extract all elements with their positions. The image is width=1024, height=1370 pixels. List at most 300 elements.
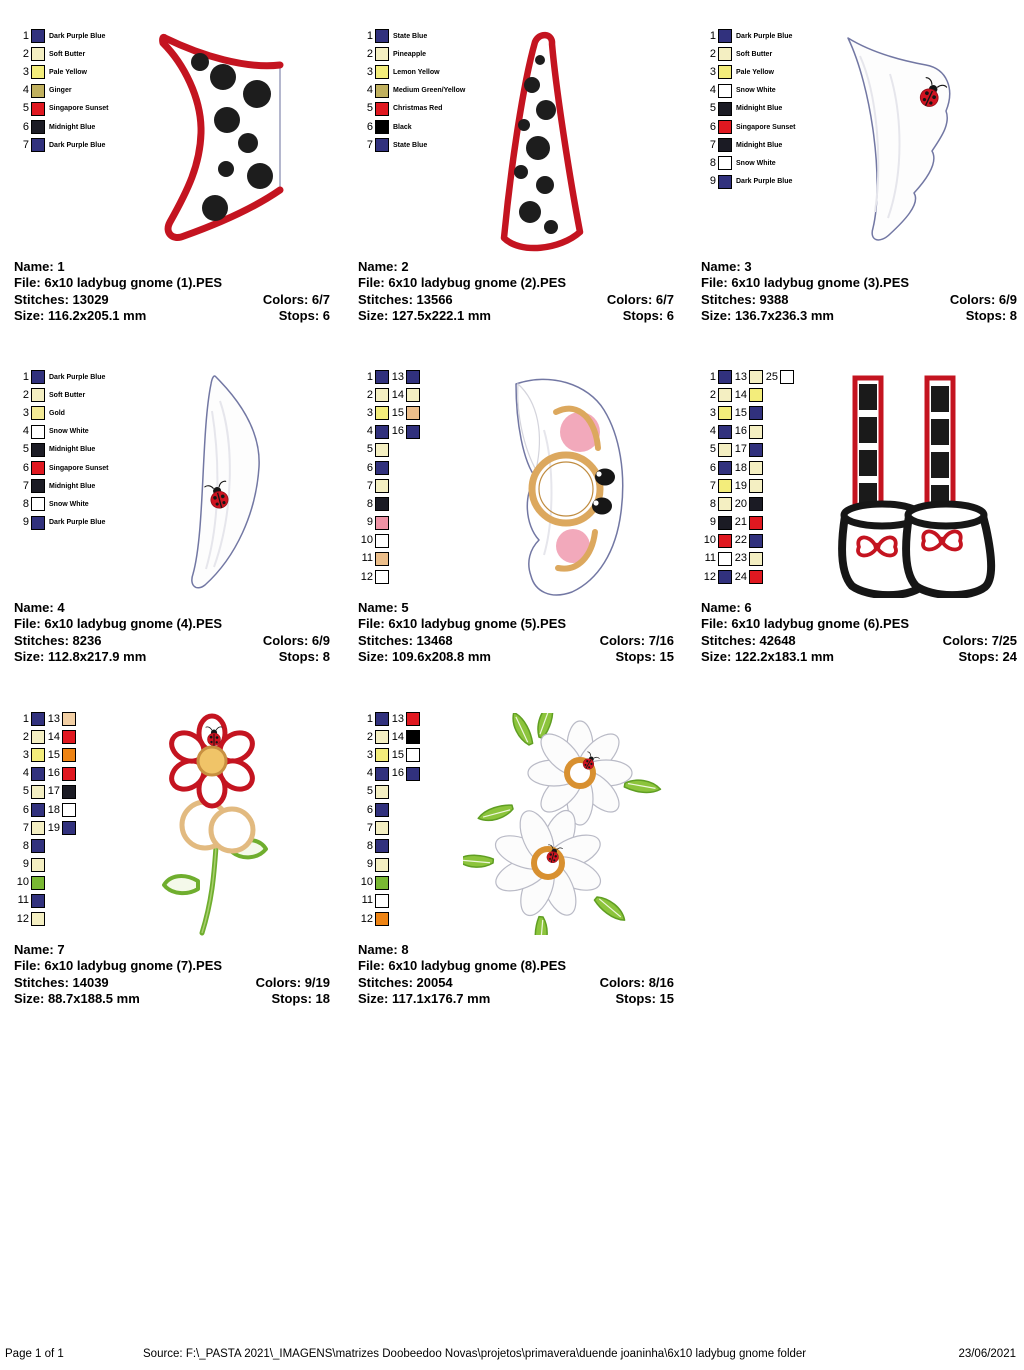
thread-swatch — [31, 479, 45, 493]
thread-number: 2 — [366, 730, 373, 743]
thread-swatch — [406, 712, 420, 726]
thread-swatch — [375, 785, 389, 799]
thread-color-row — [732, 404, 763, 422]
thread-color-row — [14, 82, 109, 100]
thread-swatch — [718, 102, 732, 116]
thread-legend-3 — [701, 27, 796, 191]
thread-swatch — [375, 712, 389, 726]
thread-color-row — [14, 404, 109, 422]
thread-swatch — [406, 748, 420, 762]
thread-number: 15 — [734, 406, 747, 419]
design-8-thumbnail — [463, 713, 663, 940]
design-6-info — [701, 600, 1017, 666]
design-colors: Colors: 8/16 — [599, 974, 674, 990]
thread-swatch — [31, 730, 45, 744]
design-stops: Stops: 18 — [271, 991, 330, 1007]
thread-legend-7 — [14, 710, 76, 928]
thread-number: 5 — [709, 443, 716, 456]
thread-number: 7 — [709, 138, 716, 151]
thread-swatch — [31, 461, 45, 475]
thread-swatch — [375, 516, 389, 530]
thread-swatch — [31, 497, 45, 511]
thread-swatch — [718, 84, 732, 98]
design-size: Size: 127.5x222.1 mm — [358, 308, 491, 324]
thread-swatch — [31, 388, 45, 402]
thread-color-row — [701, 45, 796, 63]
design-2-thumbnail — [480, 30, 625, 261]
design-stops: Stops: 8 — [278, 649, 330, 665]
design-2-info — [358, 259, 674, 325]
thread-number: 5 — [366, 102, 373, 115]
thread-color-row — [732, 386, 763, 404]
thread-swatch — [62, 803, 76, 817]
design-file: File: 6x10 ladybug gnome (6).PES — [701, 616, 910, 632]
flower-gnome-graphic — [136, 713, 291, 939]
thread-swatch — [375, 479, 389, 493]
design-stitches: Stitches: 14039 — [14, 974, 109, 990]
design-5-thumbnail — [480, 370, 675, 603]
thread-color-column — [701, 27, 796, 191]
thread-color-row — [701, 27, 796, 45]
thread-number: 1 — [22, 370, 29, 383]
design-file: File: 6x10 ladybug gnome (7).PES — [14, 958, 223, 974]
thread-number: 11 — [17, 894, 29, 907]
design-stitches: Stitches: 42648 — [701, 632, 796, 648]
thread-color-row — [701, 118, 796, 136]
thread-swatch — [31, 876, 45, 890]
design-stops: Stops: 15 — [615, 649, 674, 665]
leaf-icon — [593, 893, 628, 925]
design-card-7 — [14, 710, 346, 1045]
thread-color-row — [14, 837, 45, 855]
thread-color-row — [389, 728, 420, 746]
design-size: Size: 88.7x188.5 mm — [14, 991, 140, 1007]
thread-color-row — [732, 441, 763, 459]
thread-number: 11 — [704, 552, 716, 565]
thread-color-row — [732, 495, 763, 513]
thread-color-row — [732, 568, 763, 586]
thread-swatch — [749, 388, 763, 402]
thread-color-row — [701, 495, 732, 513]
leaf-icon — [509, 713, 535, 747]
thread-name: Snow White — [736, 87, 776, 95]
thread-swatch — [375, 65, 389, 79]
thread-color-row — [358, 477, 389, 495]
thread-color-row — [701, 550, 732, 568]
thread-color-row — [732, 368, 763, 386]
thread-swatch — [375, 388, 389, 402]
thread-color-row — [14, 386, 109, 404]
thread-swatch — [718, 175, 732, 189]
design-size: Size: 109.6x208.8 mm — [358, 649, 491, 665]
thread-color-row — [358, 136, 465, 154]
thread-swatch — [718, 497, 732, 511]
thread-swatch — [718, 120, 732, 134]
thread-swatch — [375, 534, 389, 548]
thread-number: 5 — [709, 102, 716, 115]
thread-number: 7 — [366, 138, 373, 151]
thread-number: 6 — [22, 461, 29, 474]
thread-number: 16 — [47, 767, 60, 780]
thread-color-column — [358, 710, 389, 928]
design-3-thumbnail — [828, 32, 968, 255]
thread-swatch — [406, 730, 420, 744]
thread-legend-5 — [358, 368, 420, 586]
thread-swatch — [375, 570, 389, 584]
thread-number: 16 — [734, 425, 747, 438]
thread-number: 8 — [709, 156, 716, 169]
thread-swatch — [375, 748, 389, 762]
thread-color-row — [14, 100, 109, 118]
design-card-1 — [14, 27, 346, 362]
thread-number: 4 — [709, 84, 716, 97]
thread-number: 1 — [366, 29, 373, 42]
design-size: Size: 122.2x183.1 mm — [701, 649, 834, 665]
thread-name: Soft Butter — [736, 50, 773, 58]
thread-name: Midnight Blue — [49, 123, 96, 131]
thread-number: 9 — [22, 516, 29, 529]
thread-color-row — [358, 801, 389, 819]
thread-number: 6 — [709, 461, 716, 474]
thread-number: 6 — [709, 120, 716, 133]
thread-name: Midnight Blue — [736, 141, 783, 149]
thread-name: Dark Purple Blue — [49, 141, 106, 149]
thread-swatch — [31, 748, 45, 762]
thread-number: 4 — [22, 767, 29, 780]
thread-number: 1 — [709, 370, 716, 383]
design-colors: Colors: 6/9 — [949, 291, 1017, 307]
thread-swatch — [31, 29, 45, 43]
thread-number: 9 — [366, 516, 373, 529]
thread-swatch — [749, 516, 763, 530]
thread-number: 4 — [366, 767, 373, 780]
thread-number: 7 — [22, 479, 29, 492]
hat-piece-graphic — [150, 30, 300, 248]
thread-number: 3 — [709, 406, 716, 419]
thread-color-row — [389, 765, 420, 783]
thread-number: 24 — [734, 570, 747, 583]
thread-number: 9 — [366, 858, 373, 871]
thread-name: Lemon Yellow — [393, 68, 440, 76]
thread-color-column — [763, 368, 794, 386]
thread-swatch — [375, 552, 389, 566]
thread-swatch — [718, 138, 732, 152]
thread-color-row — [14, 27, 109, 45]
thread-number: 3 — [709, 65, 716, 78]
thread-name: Pineapple — [393, 50, 427, 58]
thread-color-row — [358, 100, 465, 118]
thread-name: Ginger — [49, 87, 72, 95]
thread-color-row — [732, 532, 763, 550]
thread-color-row — [14, 819, 45, 837]
thread-color-row — [358, 404, 389, 422]
thread-swatch — [31, 858, 45, 872]
daisy-a — [528, 721, 632, 825]
thread-swatch — [718, 29, 732, 43]
thread-swatch — [718, 516, 732, 530]
thread-swatch — [375, 497, 389, 511]
design-name: Name: 6 — [701, 600, 752, 615]
thread-number: 13 — [391, 370, 404, 383]
thread-name: Dark Purple Blue — [49, 32, 106, 40]
design-6-thumbnail — [815, 370, 1010, 603]
thread-number: 3 — [22, 748, 29, 761]
thread-color-row — [14, 45, 109, 63]
thread-color-row — [358, 819, 389, 837]
thread-color-column — [14, 710, 45, 928]
thread-number: 1 — [22, 29, 29, 42]
leaf-icon — [534, 916, 549, 935]
thread-swatch — [375, 138, 389, 152]
design-stops: Stops: 6 — [622, 308, 674, 324]
design-stops: Stops: 8 — [965, 308, 1017, 324]
design-colors: Colors: 6/7 — [606, 291, 674, 307]
thread-color-row — [701, 514, 732, 532]
thread-swatch — [718, 370, 732, 384]
thread-swatch — [31, 516, 45, 530]
thread-number: 19 — [47, 821, 60, 834]
thread-color-row — [358, 910, 389, 928]
thread-color-row — [701, 532, 732, 550]
thread-number: 8 — [22, 839, 29, 852]
thread-number: 2 — [22, 388, 29, 401]
design-3-info — [701, 259, 1017, 325]
thread-swatch — [718, 534, 732, 548]
thread-swatch — [375, 912, 389, 926]
thread-swatch — [375, 120, 389, 134]
thread-number: 8 — [709, 497, 716, 510]
thread-color-row — [358, 495, 389, 513]
thread-swatch — [406, 425, 420, 439]
thread-legend-8 — [358, 710, 420, 928]
design-card-5 — [358, 368, 690, 703]
leaf-icon — [477, 803, 515, 824]
thread-color-row — [14, 728, 45, 746]
gnome-face-graphic — [480, 370, 675, 598]
thread-swatch — [31, 821, 45, 835]
beard-piece-graphic — [828, 32, 968, 250]
thread-swatch — [375, 894, 389, 908]
thread-number: 12 — [360, 912, 373, 925]
thread-swatch — [375, 425, 389, 439]
thread-color-row — [45, 765, 76, 783]
thread-number: 2 — [22, 47, 29, 60]
thread-swatch — [749, 479, 763, 493]
thread-number: 5 — [366, 443, 373, 456]
thread-color-row — [701, 568, 732, 586]
thread-color-row — [389, 368, 420, 386]
design-file: File: 6x10 ladybug gnome (2).PES — [358, 275, 567, 291]
thread-number: 4 — [366, 84, 373, 97]
thread-color-row — [45, 819, 76, 837]
thread-swatch — [749, 370, 763, 384]
date: 23/06/2021 — [958, 1348, 1016, 1360]
thread-number: 18 — [47, 803, 60, 816]
thread-number: 14 — [734, 388, 747, 401]
thread-swatch — [31, 370, 45, 384]
thread-number: 7 — [366, 821, 373, 834]
thread-name: Midnight Blue — [49, 482, 96, 490]
thread-number: 15 — [391, 748, 404, 761]
design-stops: Stops: 6 — [278, 308, 330, 324]
thread-name: Snow White — [49, 500, 89, 508]
design-stops: Stops: 15 — [615, 991, 674, 1007]
thread-color-column — [732, 368, 763, 586]
thread-name: Pale Yellow — [736, 68, 775, 76]
thread-color-row — [14, 459, 109, 477]
thread-number: 3 — [22, 65, 29, 78]
thread-swatch — [31, 138, 45, 152]
design-size: Size: 116.2x205.1 mm — [14, 308, 147, 324]
thread-name: Christmas Red — [393, 105, 443, 113]
thread-number: 10 — [16, 876, 29, 889]
thread-swatch — [31, 47, 45, 61]
thread-color-column — [14, 368, 109, 532]
design-colors: Colors: 6/7 — [262, 291, 330, 307]
thread-swatch — [718, 425, 732, 439]
thread-color-row — [14, 118, 109, 136]
thread-color-row — [358, 368, 389, 386]
thread-number: 2 — [366, 388, 373, 401]
thread-legend-6 — [701, 368, 794, 586]
thread-swatch — [718, 443, 732, 457]
design-stops: Stops: 24 — [958, 649, 1017, 665]
design-name: Name: 7 — [14, 942, 65, 957]
thread-swatch — [375, 29, 389, 43]
thread-swatch — [749, 497, 763, 511]
thread-name: Singapore Sunset — [49, 464, 109, 472]
thread-color-row — [701, 459, 732, 477]
thread-color-row — [701, 368, 732, 386]
design-7-info — [14, 942, 330, 1008]
thread-color-row — [358, 783, 389, 801]
thread-swatch — [718, 461, 732, 475]
thread-color-column — [389, 710, 420, 783]
thread-swatch — [375, 839, 389, 853]
thread-color-row — [14, 765, 45, 783]
thread-color-row — [701, 477, 732, 495]
daisies-graphic — [463, 713, 663, 935]
daisy-b — [491, 806, 605, 920]
thread-color-row — [358, 82, 465, 100]
thread-color-row — [358, 837, 389, 855]
thread-swatch — [406, 388, 420, 402]
thread-color-row — [358, 423, 389, 441]
design-card-4 — [14, 368, 346, 703]
thread-swatch — [31, 84, 45, 98]
thread-swatch — [31, 65, 45, 79]
thread-name: Singapore Sunset — [736, 123, 796, 131]
thread-swatch — [718, 552, 732, 566]
thread-color-row — [14, 710, 45, 728]
thread-color-row — [14, 477, 109, 495]
thread-number: 15 — [391, 406, 404, 419]
thread-swatch — [62, 730, 76, 744]
thread-name: Dark Purple Blue — [736, 32, 793, 40]
design-stitches: Stitches: 8236 — [14, 632, 102, 648]
thread-swatch — [31, 120, 45, 134]
thread-color-row — [701, 386, 732, 404]
thread-number: 1 — [709, 29, 716, 42]
thread-number: 13 — [391, 712, 404, 725]
thread-color-row — [45, 710, 76, 728]
thread-name: Snow White — [49, 428, 89, 436]
thread-number: 5 — [22, 785, 29, 798]
thread-swatch — [718, 570, 732, 584]
thread-name: State Blue — [393, 141, 428, 149]
thread-number: 18 — [734, 461, 747, 474]
thread-swatch — [375, 84, 389, 98]
thread-swatch — [31, 406, 45, 420]
thread-color-row — [45, 801, 76, 819]
thread-color-row — [358, 532, 389, 550]
thread-number: 6 — [22, 803, 29, 816]
thread-color-row — [358, 892, 389, 910]
thread-color-row — [732, 550, 763, 568]
leaf-icon — [463, 854, 494, 869]
thread-swatch — [375, 803, 389, 817]
thread-legend-2 — [358, 27, 465, 154]
thread-number: 6 — [22, 120, 29, 133]
thread-color-row — [701, 136, 796, 154]
thread-number: 16 — [391, 425, 404, 438]
thread-number: 9 — [709, 516, 716, 529]
thread-swatch — [31, 839, 45, 853]
design-1-info — [14, 259, 330, 325]
thread-number: 4 — [22, 84, 29, 97]
design-name: Name: 5 — [358, 600, 409, 615]
thread-color-column — [45, 710, 76, 837]
thread-color-row — [389, 404, 420, 422]
thread-swatch — [780, 370, 794, 384]
design-size: Size: 136.7x236.3 mm — [701, 308, 834, 324]
design-card-6 — [701, 368, 1024, 703]
thread-swatch — [718, 156, 732, 170]
thread-swatch — [749, 406, 763, 420]
thread-swatch — [31, 425, 45, 439]
design-name: Name: 1 — [14, 259, 65, 274]
thread-number: 14 — [47, 730, 60, 743]
thread-color-row — [763, 368, 794, 386]
thread-color-row — [701, 154, 796, 172]
thread-swatch — [375, 406, 389, 420]
design-colors: Colors: 6/9 — [262, 632, 330, 648]
thread-swatch — [375, 730, 389, 744]
thread-color-row — [389, 746, 420, 764]
thread-swatch — [406, 370, 420, 384]
thread-swatch — [31, 894, 45, 908]
thread-number: 3 — [366, 748, 373, 761]
design-name: Name: 4 — [14, 600, 65, 615]
thread-number: 17 — [47, 785, 60, 798]
thread-swatch — [749, 552, 763, 566]
thread-color-row — [701, 82, 796, 100]
thread-name: Gold — [49, 409, 65, 417]
thread-swatch — [31, 912, 45, 926]
thread-name: Dark Purple Blue — [49, 373, 106, 381]
thread-number: 11 — [361, 552, 373, 565]
thread-number: 19 — [734, 479, 747, 492]
thread-swatch — [406, 767, 420, 781]
design-stitches: Stitches: 9388 — [701, 291, 789, 307]
thread-number: 22 — [734, 534, 747, 547]
thread-name: Black — [393, 123, 412, 131]
thread-number: 12 — [703, 570, 716, 583]
design-name: Name: 3 — [701, 259, 752, 274]
thread-color-row — [45, 746, 76, 764]
thread-color-row — [14, 892, 45, 910]
design-file: File: 6x10 ladybug gnome (4).PES — [14, 616, 223, 632]
